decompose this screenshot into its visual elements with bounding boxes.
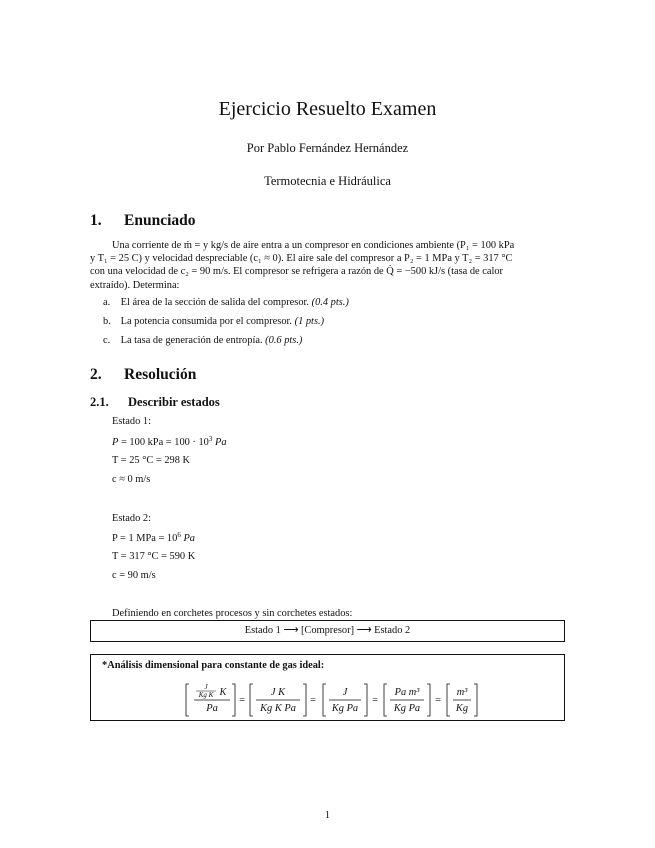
- section-number: 1.: [90, 212, 102, 229]
- state2-temperature: T = 317 °C = 590 K: [112, 551, 196, 562]
- subsection-heading: [90, 395, 220, 410]
- svg-text:Kg K Pa: Kg K Pa: [260, 703, 296, 714]
- document-author: Por Pablo Fernández Hernández: [246, 141, 409, 155]
- svg-text:m³: m³: [456, 687, 468, 698]
- state1-pressure: P = 100 kPa = $100 \cdot 10^3$ Pa: [112, 435, 227, 448]
- svg-text:J: J: [204, 683, 208, 691]
- list-item: b. La potencia consumida por el compresor. (1 pts.): [103, 316, 325, 327]
- formula-term-2: [250, 684, 306, 716]
- section-number: 2.: [90, 366, 102, 383]
- subsection-title: Describir estados: [128, 395, 220, 409]
- statement-line-1: Una corriente de ṁ = y kg/s de aire entra a un compresor en condiciones ambiente (P₁ = 100 kPa: [112, 240, 515, 251]
- section-heading-resolucion: [90, 366, 196, 384]
- section-heading-enunciado: [90, 212, 196, 230]
- statement-line-4: extraído). Determina:: [90, 279, 180, 291]
- process-box: Estado 1 ⟶ [Compresor] ⟶ Estado 2: [90, 620, 565, 642]
- svg-text:Kg K: Kg K: [198, 691, 214, 699]
- statement-line-2: y T₁ = 25 C) y velocidad despreciable (c₁ ≈ 0). El aire sale del compresor a P₂ = 1 MPa y T₂ = 317 °C: [90, 253, 513, 265]
- document-title: Ejercicio Resuelto Examen: [218, 98, 437, 120]
- section-title: Resolución: [124, 366, 197, 383]
- problem-statement: [90, 239, 568, 292]
- state2-label: Estado 2:: [112, 513, 151, 524]
- svg-text:Kg Pa: Kg Pa: [393, 703, 421, 714]
- document-course: Termotecnia e Hidráulica: [264, 174, 391, 188]
- equals-sign: =: [310, 695, 316, 706]
- list-item: a. El área de la sección de salida del compresor. (0.4 pts.): [103, 297, 349, 308]
- dimensional-formula: [91, 683, 564, 717]
- svg-text:Pa m³: Pa m³: [394, 687, 420, 698]
- formula-term-4: [384, 684, 430, 716]
- state1-label: Estado 1:: [112, 416, 151, 427]
- state1-temperature: T = 25 °C = 298 K: [112, 455, 191, 466]
- process-note: Definiendo en corchetes procesos y sin corchetes estados:: [112, 608, 353, 619]
- svg-text:Kg: Kg: [455, 703, 469, 714]
- list-item: c. La tasa de generación de entropía. (0.6 pts.): [103, 335, 303, 346]
- svg-text:Kg Pa: Kg Pa: [331, 703, 359, 714]
- svg-text:J: J: [342, 687, 348, 698]
- formula-term-1: [186, 683, 235, 716]
- formula-term-3: [323, 684, 367, 716]
- question-list: [103, 297, 349, 354]
- equals-sign: =: [372, 695, 378, 706]
- svg-text:Pa: Pa: [206, 703, 218, 714]
- svg-text:J K: J K: [270, 687, 286, 698]
- equals-sign: =: [239, 695, 245, 706]
- state1-velocity: c ≈ 0 m/s: [112, 474, 151, 485]
- formula-term-5: [447, 684, 477, 716]
- state2-pressure: P = 1 MPa = $10^6$ Pa: [112, 531, 195, 544]
- svg-text:K: K: [219, 687, 227, 698]
- equals-sign: =: [435, 695, 441, 706]
- section-title: Enunciado: [124, 212, 196, 229]
- state2-velocity: c = 90 m/s: [112, 570, 156, 581]
- subsection-number: 2.1.: [90, 395, 109, 409]
- dimensional-analysis-heading: *Análisis dimensional para constante de gas ideal:: [102, 660, 325, 671]
- statement-line-3: con una velocidad de c₂ = 90 m/s. El compresor se refrigera a razón de Q̇ = −500 kJ/s (tasa de calor: [90, 266, 504, 278]
- dimensional-analysis-box: [90, 654, 565, 721]
- page-number: 1: [324, 810, 331, 821]
